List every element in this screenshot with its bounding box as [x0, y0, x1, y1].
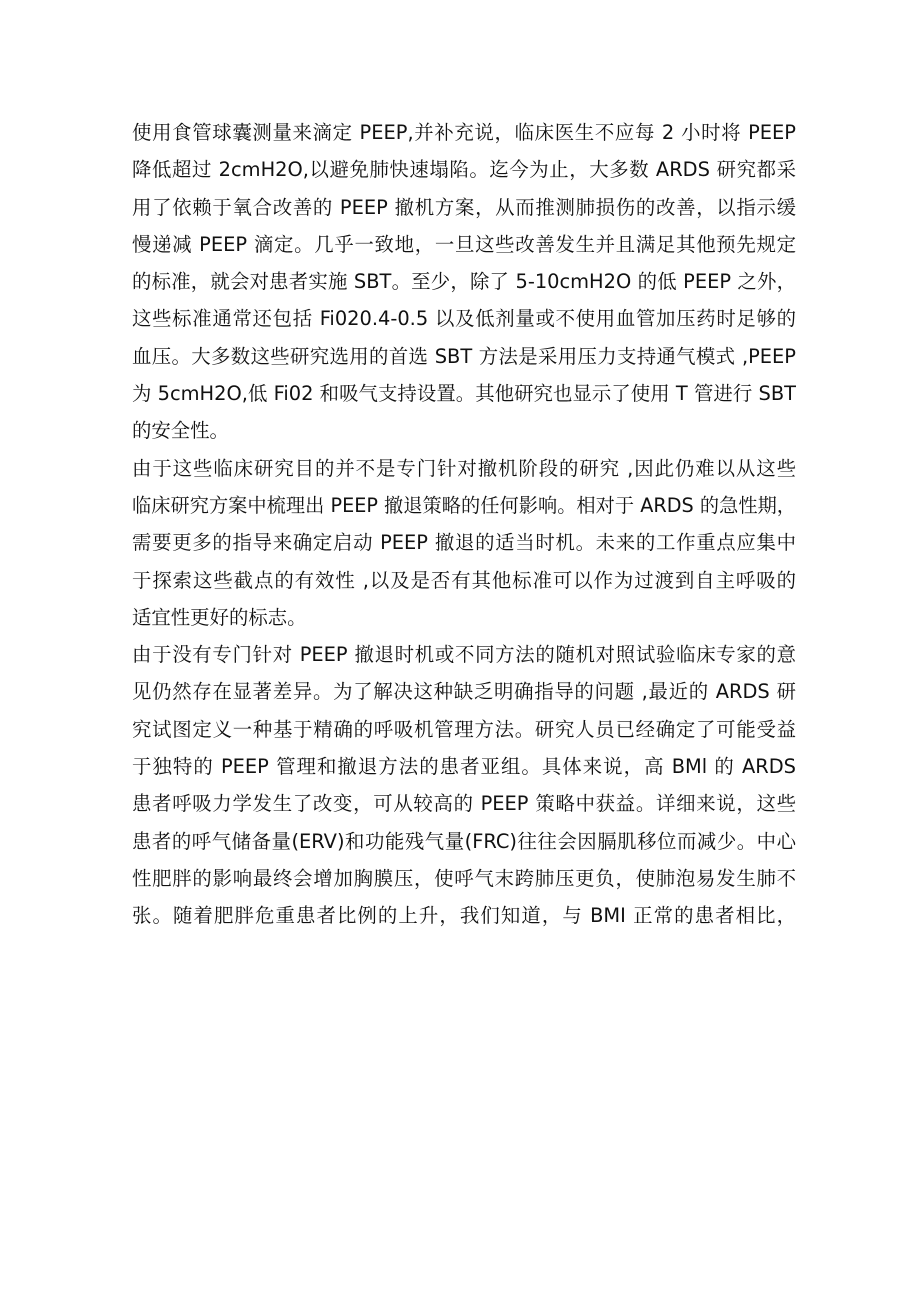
text-line: 的标准，就会对患者实施 SBT。至少，除了 5-10cmH2O 的低 PEEP 之外，	[132, 270, 796, 294]
text-line: 血压。大多数这些研究选用的首选 SBT 方法是采用压力支持通气模式 ,PEEP	[132, 344, 796, 368]
text-line: 为 5cmH2O,低 Fi02 和吸气支持设置。其他研究也显示了使用 T 管进行 SBT	[132, 382, 796, 406]
text-line: 患者的呼气储备量(ERV)和功能残气量(FRC)往往会因膈肌移位而减少。中心	[132, 829, 796, 853]
text-line: 于探索这些截点的有效性 ,以及是否有其他标准可以作为过渡到自主呼吸的	[132, 568, 796, 592]
text-line: 究试图定义一种基于精确的呼吸机管理方法。研究人员已经确定了可能受益	[132, 717, 796, 741]
text-line: 需要更多的指导来确定启动 PEEP 撤退的适当时机。未来的工作重点应集中	[132, 531, 796, 555]
text-line: 见仍然存在显著差异。为了解决这种缺乏明确指导的问题 ,最近的 ARDS 研	[132, 680, 796, 704]
text-line: 使用食管球囊测量来滴定 PEEP,并补充说，临床医生不应每 2 小时将 PEEP	[132, 121, 796, 144]
text-line: 性肥胖的影响最终会增加胸膜压，使呼气末跨肺压更负，使肺泡易发生肺不	[132, 866, 796, 890]
paragraph-2	[132, 450, 796, 636]
text-line: 由于这些临床研究目的并不是专门针对撤机阶段的研究 ,因此仍难以从这些	[132, 456, 796, 480]
text-line: 于独特的 PEEP 管理和撤退方法的患者亚组。具体来说，高 BMl 的 ARDS	[132, 755, 796, 779]
text-line: 这些标准通常还包括 Fi020.4-0.5 以及低剂量或不使用血管加压药时足够的	[132, 307, 796, 331]
text-line: 张。随着肥胖危重患者比例的上升，我们知道，与 BMI 正常的患者相比，	[132, 904, 796, 928]
document-body	[132, 114, 796, 935]
paragraph-3	[132, 636, 796, 934]
text-line: 患者呼吸力学发生了改变，可从较高的 PEEP 策略中获益。详细来说，这些	[132, 792, 796, 816]
text-line: 由于没有专门针对 PEEP 撤退时机或不同方法的随机对照试验临床专家的意	[132, 643, 796, 667]
paragraph-1	[132, 114, 796, 450]
text-line: 降低超过 2cmH2O,以避免肺快速塌陷。迄今为止，大多数 ARDS 研究都采	[132, 158, 796, 182]
text-line: 适宜性更好的标志。	[132, 605, 307, 629]
text-line: 的安全性。	[132, 419, 229, 443]
text-line: 临床研究方案中梳理出 PEEP 撤退策略的任何影响。相对于 ARDS 的急性期，	[132, 493, 796, 517]
text-line: 慢递减 PEEP 滴定。几乎一致地，一旦这些改善发生并且满足其他预先规定	[132, 232, 796, 256]
text-line: 用了依赖于氧合改善的 PEEP 撤机方案，从而推测肺损伤的改善，以指示缓	[132, 195, 796, 219]
